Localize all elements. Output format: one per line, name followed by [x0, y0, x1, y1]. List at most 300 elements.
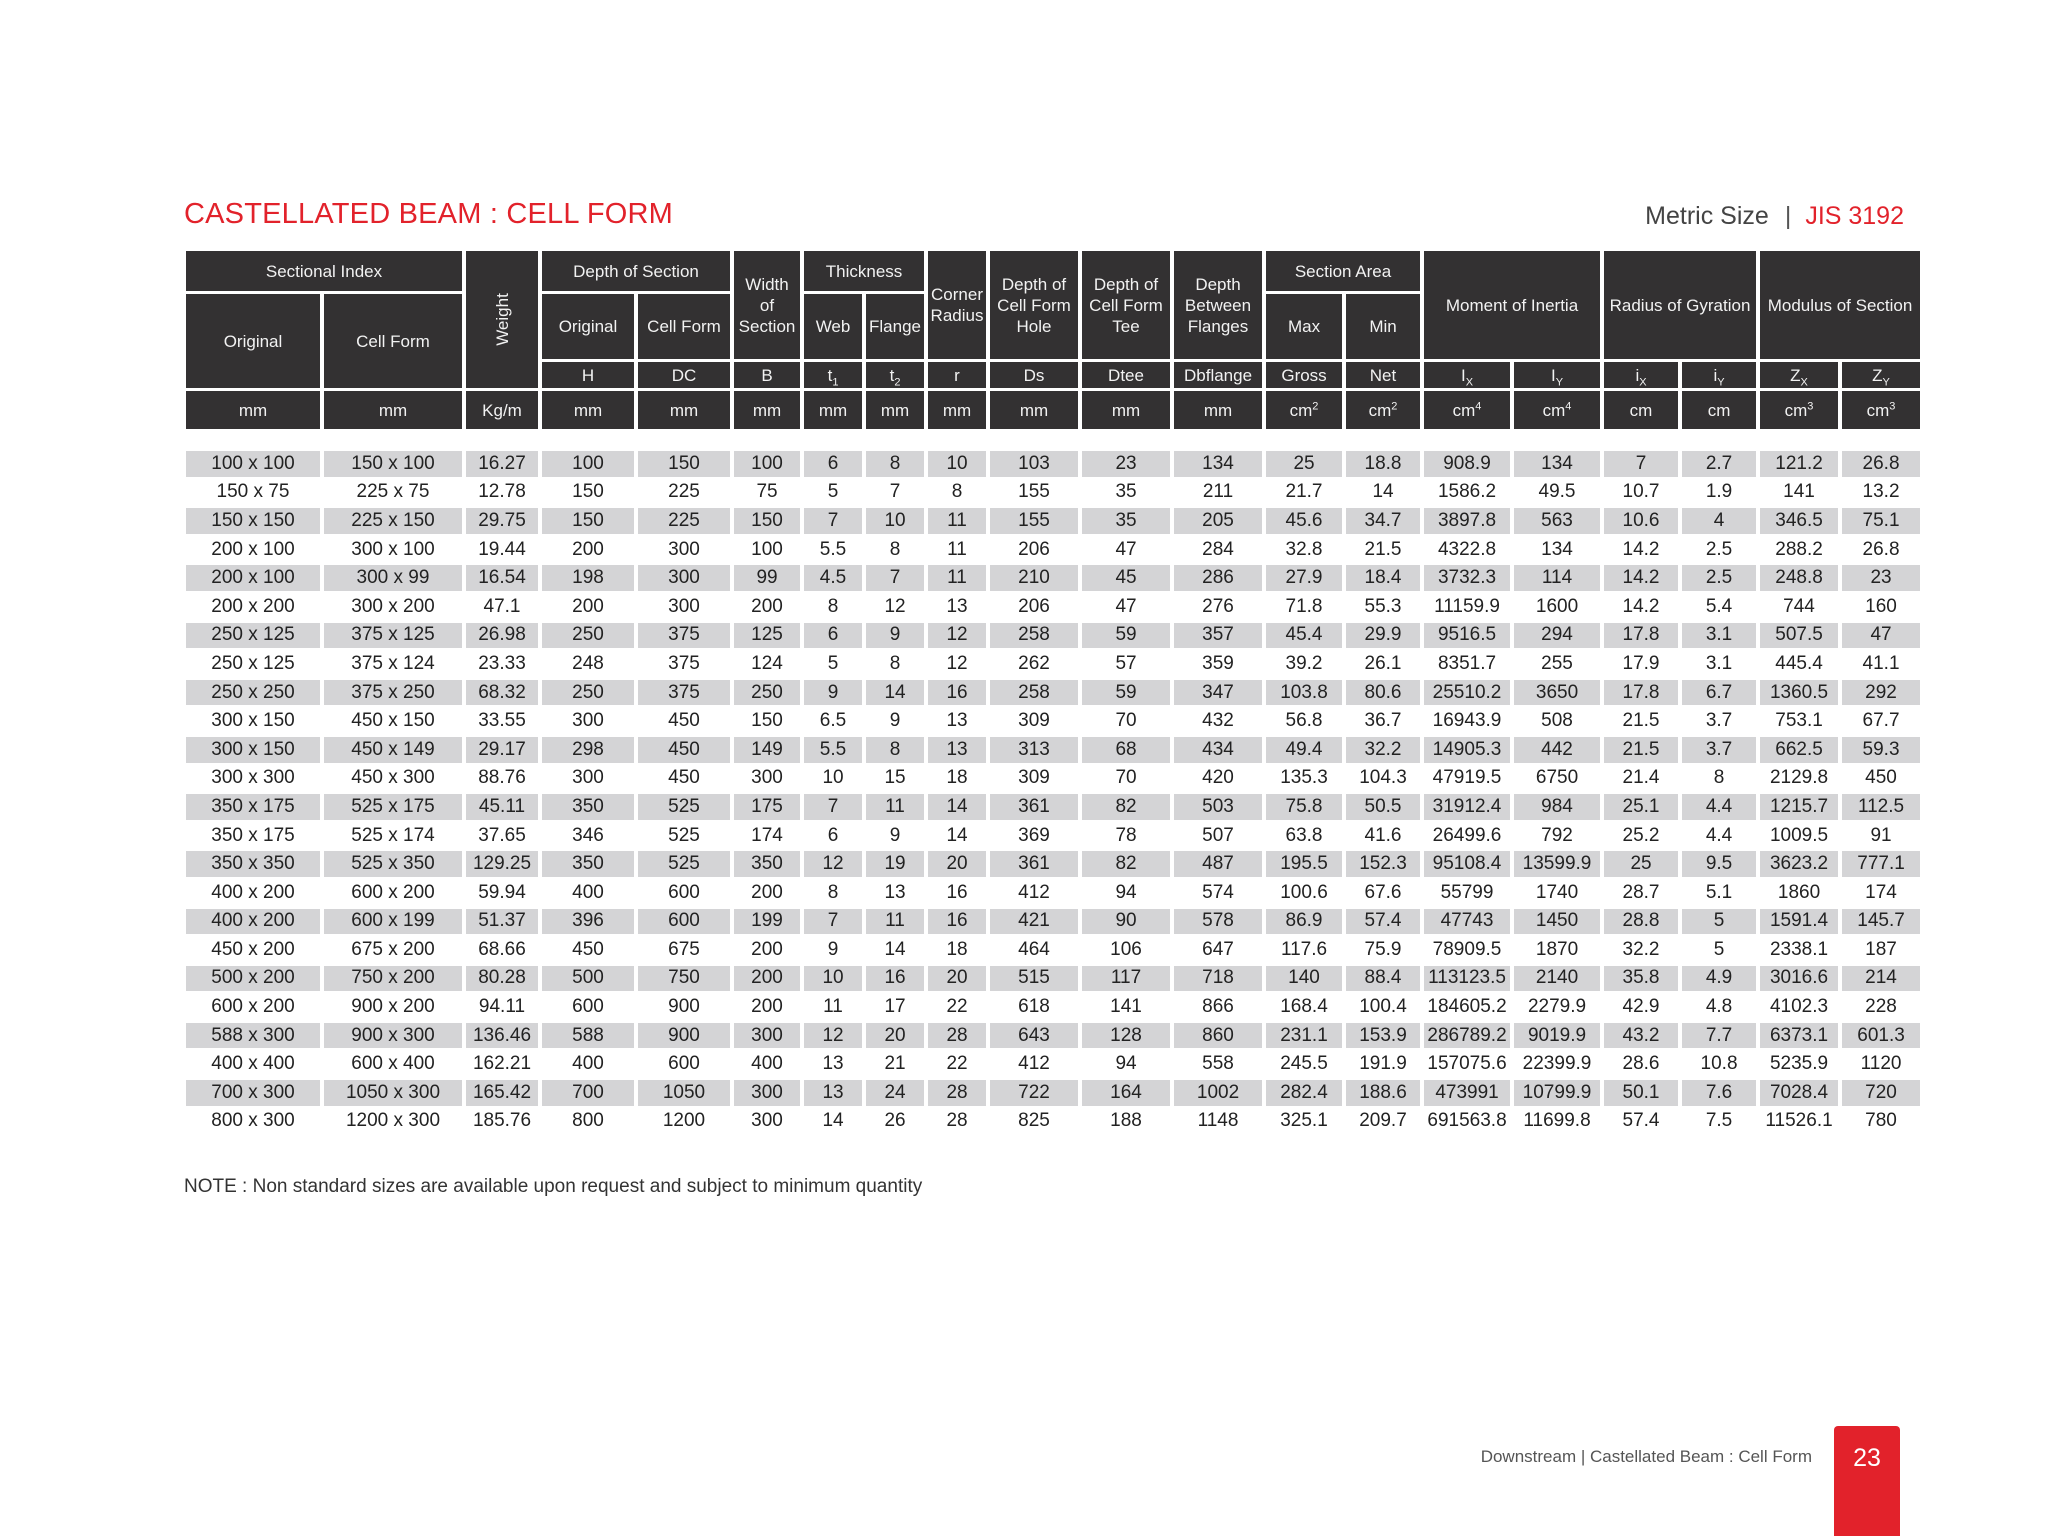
table-cell: 214 — [1842, 966, 1920, 992]
table-cell: 150 — [734, 508, 800, 534]
table-cell: 200 — [734, 880, 800, 906]
table-cell: 600 x 200 — [186, 994, 320, 1020]
table-row — [186, 966, 1920, 992]
table-cell: 7 — [804, 508, 862, 534]
table-cell: 228 — [1842, 994, 1920, 1020]
table-cell: 25 — [1266, 451, 1342, 477]
table-cell: 300 — [734, 1109, 800, 1135]
unit-iy-lower: cm — [1682, 391, 1756, 429]
table-cell: 16 — [928, 880, 986, 906]
table-cell: 91 — [1842, 823, 1920, 849]
table-cell: 412 — [990, 880, 1078, 906]
table-cell: 450 — [542, 937, 634, 963]
table-cell: 3650 — [1514, 680, 1600, 706]
table-cell: 7028.4 — [1760, 1080, 1838, 1106]
table-cell: 432 — [1174, 708, 1262, 734]
table-cell: 250 — [542, 623, 634, 649]
table-row — [186, 508, 1920, 534]
table-cell: 300 — [638, 537, 730, 563]
table-cell: 450 — [638, 737, 730, 763]
table-cell: 28.7 — [1604, 880, 1678, 906]
table-cell: 195.5 — [1266, 851, 1342, 877]
table-cell: 445.4 — [1760, 651, 1838, 677]
sym-zy: $Z_Y$ — [1842, 362, 1920, 388]
table-cell: 675 — [638, 937, 730, 963]
table-row — [186, 480, 1920, 506]
table-cell: 250 — [734, 680, 800, 706]
table-cell: 47.1 — [466, 594, 538, 620]
th-corner-radius: Corner Radius — [928, 251, 986, 359]
table-cell: 4.4 — [1682, 823, 1756, 849]
table-cell: 145.7 — [1842, 909, 1920, 935]
table-cell: 78 — [1082, 823, 1170, 849]
table-cell: 150 x 75 — [186, 480, 320, 506]
table-cell: 16.54 — [466, 565, 538, 591]
table-row — [186, 708, 1920, 734]
th-depth-of-section: Depth of Section — [542, 251, 730, 291]
table-cell: 134 — [1514, 451, 1600, 477]
table-cell: 500 x 200 — [186, 966, 320, 992]
table-cell: 600 — [638, 909, 730, 935]
table-cell: 47919.5 — [1424, 766, 1510, 792]
table-cell: 1740 — [1514, 880, 1600, 906]
table-cell: 1050 — [638, 1080, 730, 1106]
table-cell: 369 — [990, 823, 1078, 849]
table-cell: 128 — [1082, 1023, 1170, 1049]
table-row — [186, 623, 1920, 649]
table-cell: 55799 — [1424, 880, 1510, 906]
sym-dbflange: Dbflange — [1174, 362, 1262, 388]
table-cell: 2140 — [1514, 966, 1600, 992]
table-cell: 80.6 — [1346, 680, 1420, 706]
table-cell: 7 — [1604, 451, 1678, 477]
table-cell: 14.2 — [1604, 537, 1678, 563]
table-cell: 13599.9 — [1514, 851, 1600, 877]
table-cell: 284 — [1174, 537, 1262, 563]
table-cell: 600 — [638, 880, 730, 906]
table-cell: 14 — [804, 1109, 862, 1135]
table-cell: 1450 — [1514, 909, 1600, 935]
footer-text: Downstream | Castellated Beam : Cell Form — [1480, 1447, 1812, 1466]
table-cell: 601.3 — [1842, 1023, 1920, 1049]
table-cell: 1215.7 — [1760, 794, 1838, 820]
table-cell: 103 — [990, 451, 1078, 477]
table-cell: 191.9 — [1346, 1051, 1420, 1077]
table-cell: 578 — [1174, 909, 1262, 935]
table-cell: 200 — [734, 937, 800, 963]
table-cell: 3.7 — [1682, 737, 1756, 763]
table-row — [186, 766, 1920, 792]
table-cell: 900 x 300 — [324, 1023, 462, 1049]
table-cell: 134 — [1174, 451, 1262, 477]
table-cell: 20 — [928, 966, 986, 992]
table-cell: 300 x 200 — [324, 594, 462, 620]
table-row — [186, 1080, 1920, 1106]
table-cell: 35.8 — [1604, 966, 1678, 992]
table-cell: 2.5 — [1682, 565, 1756, 591]
table-row — [186, 651, 1920, 677]
table-cell: 6.5 — [804, 708, 862, 734]
unit-zx: $cm^3$ — [1760, 391, 1838, 429]
table-cell: 6 — [804, 623, 862, 649]
table-cell: 8 — [804, 880, 862, 906]
table-cell: 26499.6 — [1424, 823, 1510, 849]
table-cell: 375 — [638, 680, 730, 706]
table-cell: 643 — [990, 1023, 1078, 1049]
table-cell: 6 — [804, 451, 862, 477]
table-cell: 49.4 — [1266, 737, 1342, 763]
table-cell: 100 x 100 — [186, 451, 320, 477]
table-cell: 2.5 — [1682, 537, 1756, 563]
table-cell: 82 — [1082, 794, 1170, 820]
table-cell: 22 — [928, 994, 986, 1020]
table-cell: 150 x 100 — [324, 451, 462, 477]
table-cell: 26 — [866, 1109, 924, 1135]
th-thickness: Thickness — [804, 251, 924, 291]
table-cell: 136.46 — [466, 1023, 538, 1049]
table-cell: 9 — [866, 708, 924, 734]
table-cell: 421 — [990, 909, 1078, 935]
table-cell: 300 — [734, 1023, 800, 1049]
table-cell: 3732.3 — [1424, 565, 1510, 591]
table-cell: 41.1 — [1842, 651, 1920, 677]
table-cell: 600 — [542, 994, 634, 1020]
table-cell: 16.27 — [466, 451, 538, 477]
table-cell: 825 — [990, 1109, 1078, 1135]
table-row — [186, 794, 1920, 820]
table-cell: 56.8 — [1266, 708, 1342, 734]
table-cell: 5.5 — [804, 737, 862, 763]
table-cell: 1591.4 — [1760, 909, 1838, 935]
table-cell: 200 — [542, 594, 634, 620]
table-cell: 25510.2 — [1424, 680, 1510, 706]
table-cell: 4.8 — [1682, 994, 1756, 1020]
table-cell: 185.76 — [466, 1109, 538, 1135]
th-modulus-of-section: Modulus of Section — [1760, 251, 1920, 359]
table-cell: 300 x 300 — [186, 766, 320, 792]
table-cell: 150 — [542, 508, 634, 534]
table-cell: 662.5 — [1760, 737, 1838, 763]
table-cell: 5.5 — [804, 537, 862, 563]
table-cell: 17.8 — [1604, 623, 1678, 649]
table-cell: 450 x 149 — [324, 737, 462, 763]
table-cell: 357 — [1174, 623, 1262, 649]
table-cell: 722 — [990, 1080, 1078, 1106]
table-cell: 55.3 — [1346, 594, 1420, 620]
table-cell: 359 — [1174, 651, 1262, 677]
table-cell: 113123.5 — [1424, 966, 1510, 992]
th-depth-between-flanges: Depth Between Flanges — [1174, 251, 1262, 359]
table-cell: 780 — [1842, 1109, 1920, 1135]
table-cell: 42.9 — [1604, 994, 1678, 1020]
table-cell: 525 x 174 — [324, 823, 462, 849]
table-cell: 3.1 — [1682, 623, 1756, 649]
table-cell: 286789.2 — [1424, 1023, 1510, 1049]
table-cell: 4.9 — [1682, 966, 1756, 992]
table-cell: 245.5 — [1266, 1051, 1342, 1077]
table-cell: 1009.5 — [1760, 823, 1838, 849]
table-cell: 13 — [804, 1080, 862, 1106]
table-cell: 420 — [1174, 766, 1262, 792]
table-cell: 32.2 — [1346, 737, 1420, 763]
table-cell: 225 — [638, 508, 730, 534]
table-cell: 41.6 — [1346, 823, 1420, 849]
table-cell: 7 — [804, 909, 862, 935]
table-cell: 14905.3 — [1424, 737, 1510, 763]
table-cell: 350 — [542, 851, 634, 877]
table-row — [186, 451, 1920, 477]
table-cell: 174 — [734, 823, 800, 849]
table-cell: 13 — [928, 737, 986, 763]
table-cell: 14 — [928, 823, 986, 849]
table-cell: 26.1 — [1346, 651, 1420, 677]
unit-ds: mm — [990, 391, 1078, 429]
table-cell: 32.2 — [1604, 937, 1678, 963]
table-cell: 16943.9 — [1424, 708, 1510, 734]
table-cell: 198 — [542, 565, 634, 591]
table-cell: 5 — [804, 480, 862, 506]
table-cell: 175 — [734, 794, 800, 820]
table-cell: 588 — [542, 1023, 634, 1049]
table-cell: 205 — [1174, 508, 1262, 534]
table-cell: 525 — [638, 823, 730, 849]
table-cell: 155 — [990, 480, 1078, 506]
table-cell: 258 — [990, 680, 1078, 706]
table-cell: 25 — [1604, 851, 1678, 877]
table-cell: 900 — [638, 1023, 730, 1049]
table-cell: 12 — [804, 1023, 862, 1049]
table-cell: 525 x 175 — [324, 794, 462, 820]
table-row — [186, 823, 1920, 849]
th-min: Min — [1346, 294, 1420, 359]
table-cell: 17.8 — [1604, 680, 1678, 706]
sym-zx: $Z_X$ — [1760, 362, 1838, 388]
table-cell: 162.21 — [466, 1051, 538, 1077]
table-row — [186, 1109, 1920, 1135]
table-cell: 129.25 — [466, 851, 538, 877]
unit-gross: $cm^2$ — [1266, 391, 1342, 429]
table-cell: 507 — [1174, 823, 1262, 849]
table-cell: 900 x 200 — [324, 994, 462, 1020]
unit-t2: mm — [866, 391, 924, 429]
page-number: 23 — [1834, 1426, 1900, 1536]
table-cell: 103.8 — [1266, 680, 1342, 706]
table-cell: 2129.8 — [1760, 766, 1838, 792]
table-cell: 11 — [928, 537, 986, 563]
table-cell: 99 — [734, 565, 800, 591]
table-cell: 361 — [990, 851, 1078, 877]
table-cell: 309 — [990, 766, 1078, 792]
table-cell: 8 — [866, 651, 924, 677]
th-web: Web — [804, 294, 862, 359]
sym-dtee: Dtee — [1082, 362, 1170, 388]
table-cell: 375 — [638, 623, 730, 649]
table-cell: 1860 — [1760, 880, 1838, 906]
standard-label: JIS 3192 — [1805, 202, 1904, 230]
table-cell: 21.5 — [1604, 737, 1678, 763]
table-cell: 199 — [734, 909, 800, 935]
table-cell: 1.9 — [1682, 480, 1756, 506]
table-cell: 574 — [1174, 880, 1262, 906]
table-cell: 57.4 — [1346, 909, 1420, 935]
table-cell: 250 x 250 — [186, 680, 320, 706]
table-cell: 298 — [542, 737, 634, 763]
table-cell: 88.76 — [466, 766, 538, 792]
table-cell: 7.6 — [1682, 1080, 1756, 1106]
table-cell: 777.1 — [1842, 851, 1920, 877]
table-cell: 150 — [542, 480, 634, 506]
table-cell: 503 — [1174, 794, 1262, 820]
table-cell: 300 — [542, 708, 634, 734]
table-cell: 29.9 — [1346, 623, 1420, 649]
table-cell: 720 — [1842, 1080, 1920, 1106]
sym-gross: Gross — [1266, 362, 1342, 388]
table-cell: 525 x 350 — [324, 851, 462, 877]
table-cell: 39.2 — [1266, 651, 1342, 677]
table-cell: 59 — [1082, 680, 1170, 706]
table-cell: 3897.8 — [1424, 508, 1510, 534]
table-cell: 188 — [1082, 1109, 1170, 1135]
table-cell: 400 x 200 — [186, 909, 320, 935]
table-cell: 11699.8 — [1514, 1109, 1600, 1135]
table-body — [186, 451, 1920, 1134]
table-cell: 94 — [1082, 880, 1170, 906]
page-title: CASTELLATED BEAM : CELL FORM — [184, 198, 674, 230]
table-cell: 346 — [542, 823, 634, 849]
unit-ix-lower: cm — [1604, 391, 1678, 429]
table-cell: 43.2 — [1604, 1023, 1678, 1049]
table-cell: 4322.8 — [1424, 537, 1510, 563]
table-cell: 200 x 200 — [186, 594, 320, 620]
table-cell: 18 — [928, 766, 986, 792]
table-cell: 45.6 — [1266, 508, 1342, 534]
table-cell: 29.75 — [466, 508, 538, 534]
table-cell: 106 — [1082, 937, 1170, 963]
table-cell: 121.2 — [1760, 451, 1838, 477]
metric-size-label: Metric Size — [1645, 202, 1769, 230]
table-row — [186, 537, 1920, 563]
table-cell: 9 — [804, 937, 862, 963]
table-cell: 141 — [1760, 480, 1838, 506]
table-cell: 9019.9 — [1514, 1023, 1600, 1049]
table-cell: 346.5 — [1760, 508, 1838, 534]
table-cell: 34.7 — [1346, 508, 1420, 534]
th-cell-form: Cell Form — [324, 294, 462, 388]
table-cell: 292 — [1842, 680, 1920, 706]
table-cell: 1600 — [1514, 594, 1600, 620]
th-depth-cell-tee: Depth of Cell Form Tee — [1082, 251, 1170, 359]
table-cell: 8 — [1682, 766, 1756, 792]
separator: | — [1784, 202, 1792, 230]
table-cell: 134 — [1514, 537, 1600, 563]
table-cell: 600 — [638, 1051, 730, 1077]
table-cell: 13 — [928, 708, 986, 734]
table-cell: 2338.1 — [1760, 937, 1838, 963]
table-cell: 75.9 — [1346, 937, 1420, 963]
table-cell: 187 — [1842, 937, 1920, 963]
table-cell: 5 — [1682, 937, 1756, 963]
table-cell: 12 — [928, 623, 986, 649]
table-cell: 450 x 300 — [324, 766, 462, 792]
table-cell: 300 — [542, 766, 634, 792]
table-cell: 35 — [1082, 480, 1170, 506]
table-row — [186, 1051, 1920, 1077]
table-cell: 14 — [866, 680, 924, 706]
unit-dbflange: mm — [1174, 391, 1262, 429]
table-cell: 618 — [990, 994, 1078, 1020]
table-cell: 450 — [1842, 766, 1920, 792]
table-cell: 900 — [638, 994, 730, 1020]
th-flange: Flange — [866, 294, 924, 359]
table-cell: 14 — [928, 794, 986, 820]
table-cell: 11159.9 — [1424, 594, 1510, 620]
table-cell: 12 — [866, 594, 924, 620]
table-cell: 866 — [1174, 994, 1262, 1020]
table-cell: 141 — [1082, 994, 1170, 1020]
table-cell: 600 x 200 — [324, 880, 462, 906]
table-cell: 718 — [1174, 966, 1262, 992]
table-cell: 750 — [638, 966, 730, 992]
table-cell: 174 — [1842, 880, 1920, 906]
th-width-of-section: Width of Section — [734, 251, 800, 359]
table-cell: 2279.9 — [1514, 994, 1600, 1020]
table-cell: 231.1 — [1266, 1023, 1342, 1049]
table-cell: 1360.5 — [1760, 680, 1838, 706]
table-cell: 4.4 — [1682, 794, 1756, 820]
table-cell: 17 — [866, 994, 924, 1020]
table-cell: 8 — [866, 737, 924, 763]
table-cell: 94.11 — [466, 994, 538, 1020]
table-cell: 22 — [928, 1051, 986, 1077]
table-cell: 36.7 — [1346, 708, 1420, 734]
table-cell: 1050 x 300 — [324, 1080, 462, 1106]
table-cell: 26.8 — [1842, 537, 1920, 563]
table-cell: 6373.1 — [1760, 1023, 1838, 1049]
table-cell: 288.2 — [1760, 537, 1838, 563]
unit-iy: $cm^4$ — [1514, 391, 1600, 429]
table-cell: 100 — [734, 537, 800, 563]
unit-dc: mm — [638, 391, 730, 429]
table-cell: 12 — [928, 651, 986, 677]
table-row — [186, 937, 1920, 963]
table-cell: 286 — [1174, 565, 1262, 591]
table-cell: 5 — [804, 651, 862, 677]
table-cell: 200 — [734, 594, 800, 620]
table-cell: 276 — [1174, 594, 1262, 620]
size-standard-label — [1645, 202, 1904, 231]
sym-iy-lower: $i_Y$ — [1682, 362, 1756, 388]
table-cell: 525 — [638, 851, 730, 877]
table-cell: 1002 — [1174, 1080, 1262, 1106]
table-cell: 248 — [542, 651, 634, 677]
unit-weight: Kg/m — [466, 391, 538, 429]
table-cell: 18.4 — [1346, 565, 1420, 591]
table-cell: 26.8 — [1842, 451, 1920, 477]
table-cell: 396 — [542, 909, 634, 935]
table-cell: 59 — [1082, 623, 1170, 649]
table-cell: 300 — [734, 766, 800, 792]
table-cell: 68.32 — [466, 680, 538, 706]
table-cell: 350 — [542, 794, 634, 820]
table-cell: 647 — [1174, 937, 1262, 963]
table-cell: 800 — [542, 1109, 634, 1135]
table-cell: 47 — [1082, 537, 1170, 563]
table-cell: 860 — [1174, 1023, 1262, 1049]
table-cell: 8351.7 — [1424, 651, 1510, 677]
table-cell: 78909.5 — [1424, 937, 1510, 963]
table-cell: 47 — [1082, 594, 1170, 620]
table-cell: 21.5 — [1604, 708, 1678, 734]
